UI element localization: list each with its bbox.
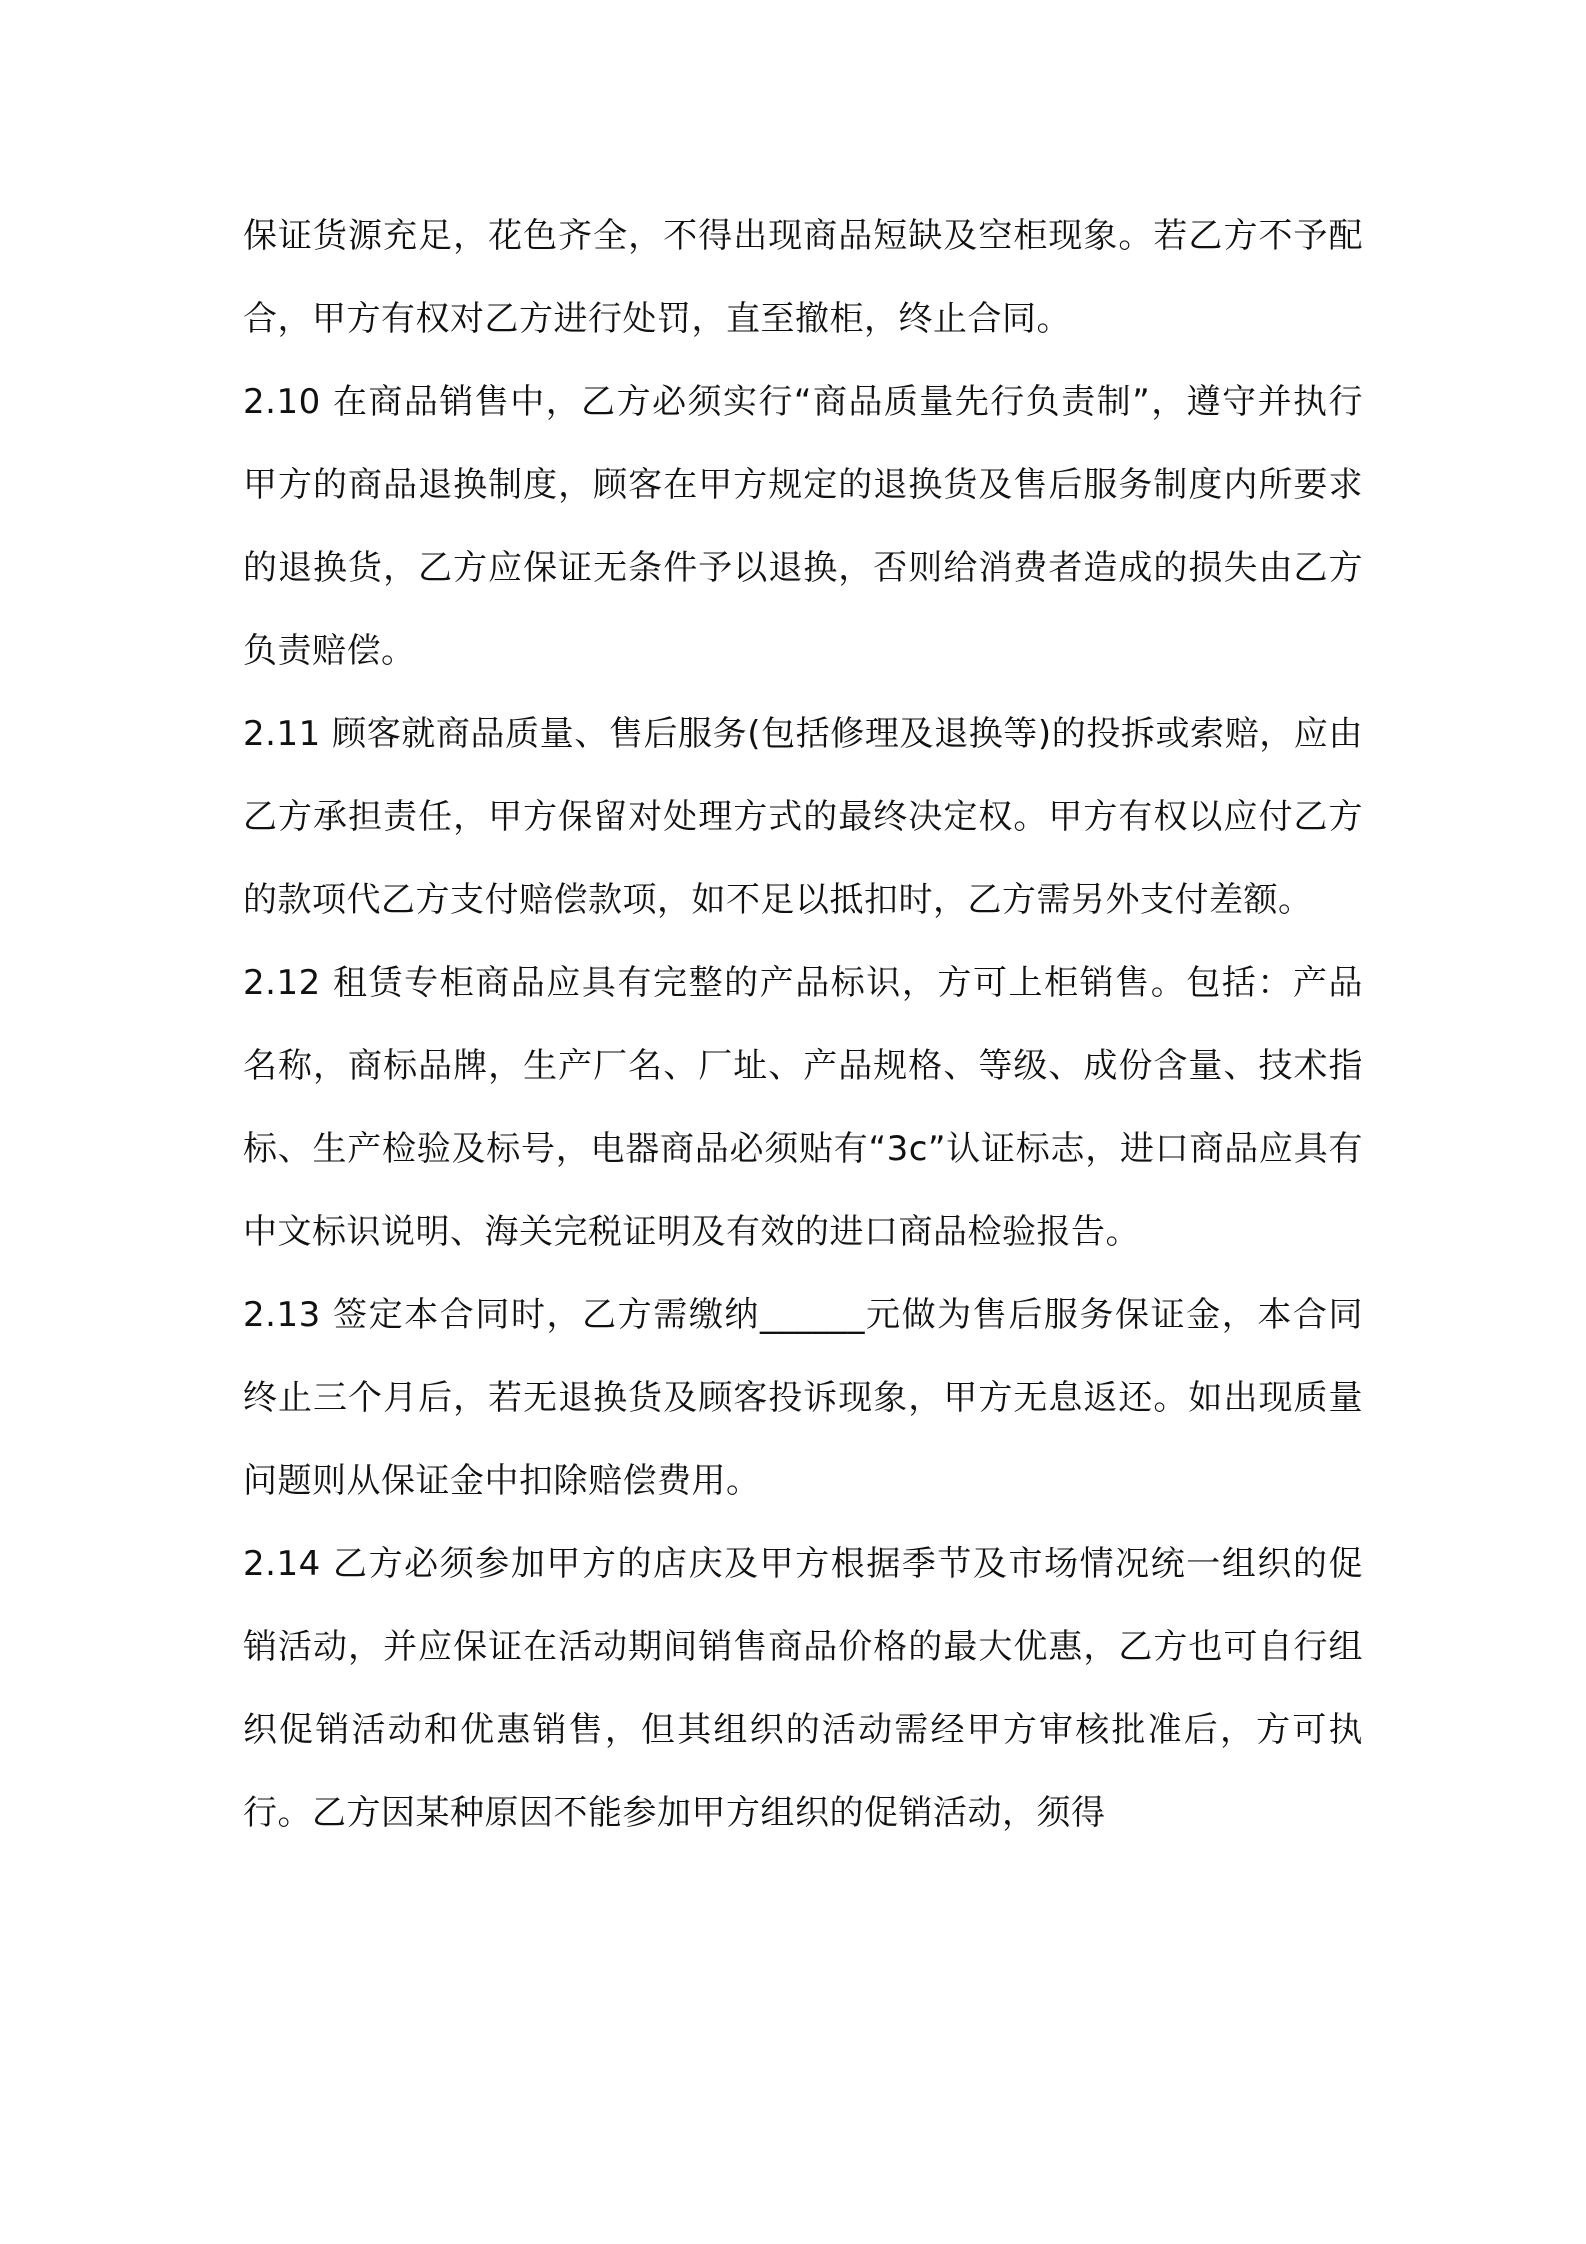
clause-2-14: 2.14 乙方必须参加甲方的店庆及甲方根据季节及市场情况统一组织的促销活动，并应保证在活动期间销售商品价格的最大优惠，乙方也可自行组织促销活动和优惠销售，但其组织的活动需经甲方审核批准后，方可执行。乙方因某种原因不能参加甲方组织的促销活动，须得 [243, 1544, 1363, 1833]
clause-2-12: 2.12 租赁专柜商品应具有完整的产品标识，方可上柜销售。包括：产品名称，商标品牌，生产厂名、厂址、产品规格、等级、成份含量、技术指标、生产检验及标号，电器商品必须贴有“3c”认证标志，进口商品应具有中文标识说明、海关完税证明及有效的进口商品检验报告。 [243, 963, 1363, 1252]
clause-2-11: 2.11 顾客就商品质量、售后服务(包括修理及退换等)的投拆或索赔，应由乙方承担责任，甲方保留对处理方式的最终决定权。甲方有权以应付乙方的款项代乙方支付赔偿款项，如不足以抵扣时，乙方需另外支付差额。 [243, 714, 1363, 920]
clause-2-13: 2.13 签定本合同时，乙方需缴纳______元做为售后服务保证金，本合同终止三个月后，若无退换货及顾客投诉现象，甲方无息返还。如出现质量问题则从保证金中扣除赔偿费用。 [243, 1295, 1363, 1501]
clause-2-10: 2.10 在商品销售中，乙方必须实行“商品质量先行负责制”，遵守并执行甲方的商品退换制度，顾客在甲方规定的退换货及售后服务制度内所要求的退换货，乙方应保证无条件予以退换，否则给消费者造成的损失由乙方负责赔偿。 [243, 382, 1363, 671]
paragraph-continuation: 保证货源充足，花色齐全，不得出现商品短缺及空柜现象。若乙方不予配合，甲方有权对乙方进行处罚，直至撤柜，终止合同。 [243, 216, 1363, 339]
contract-text-body [243, 195, 1363, 1855]
